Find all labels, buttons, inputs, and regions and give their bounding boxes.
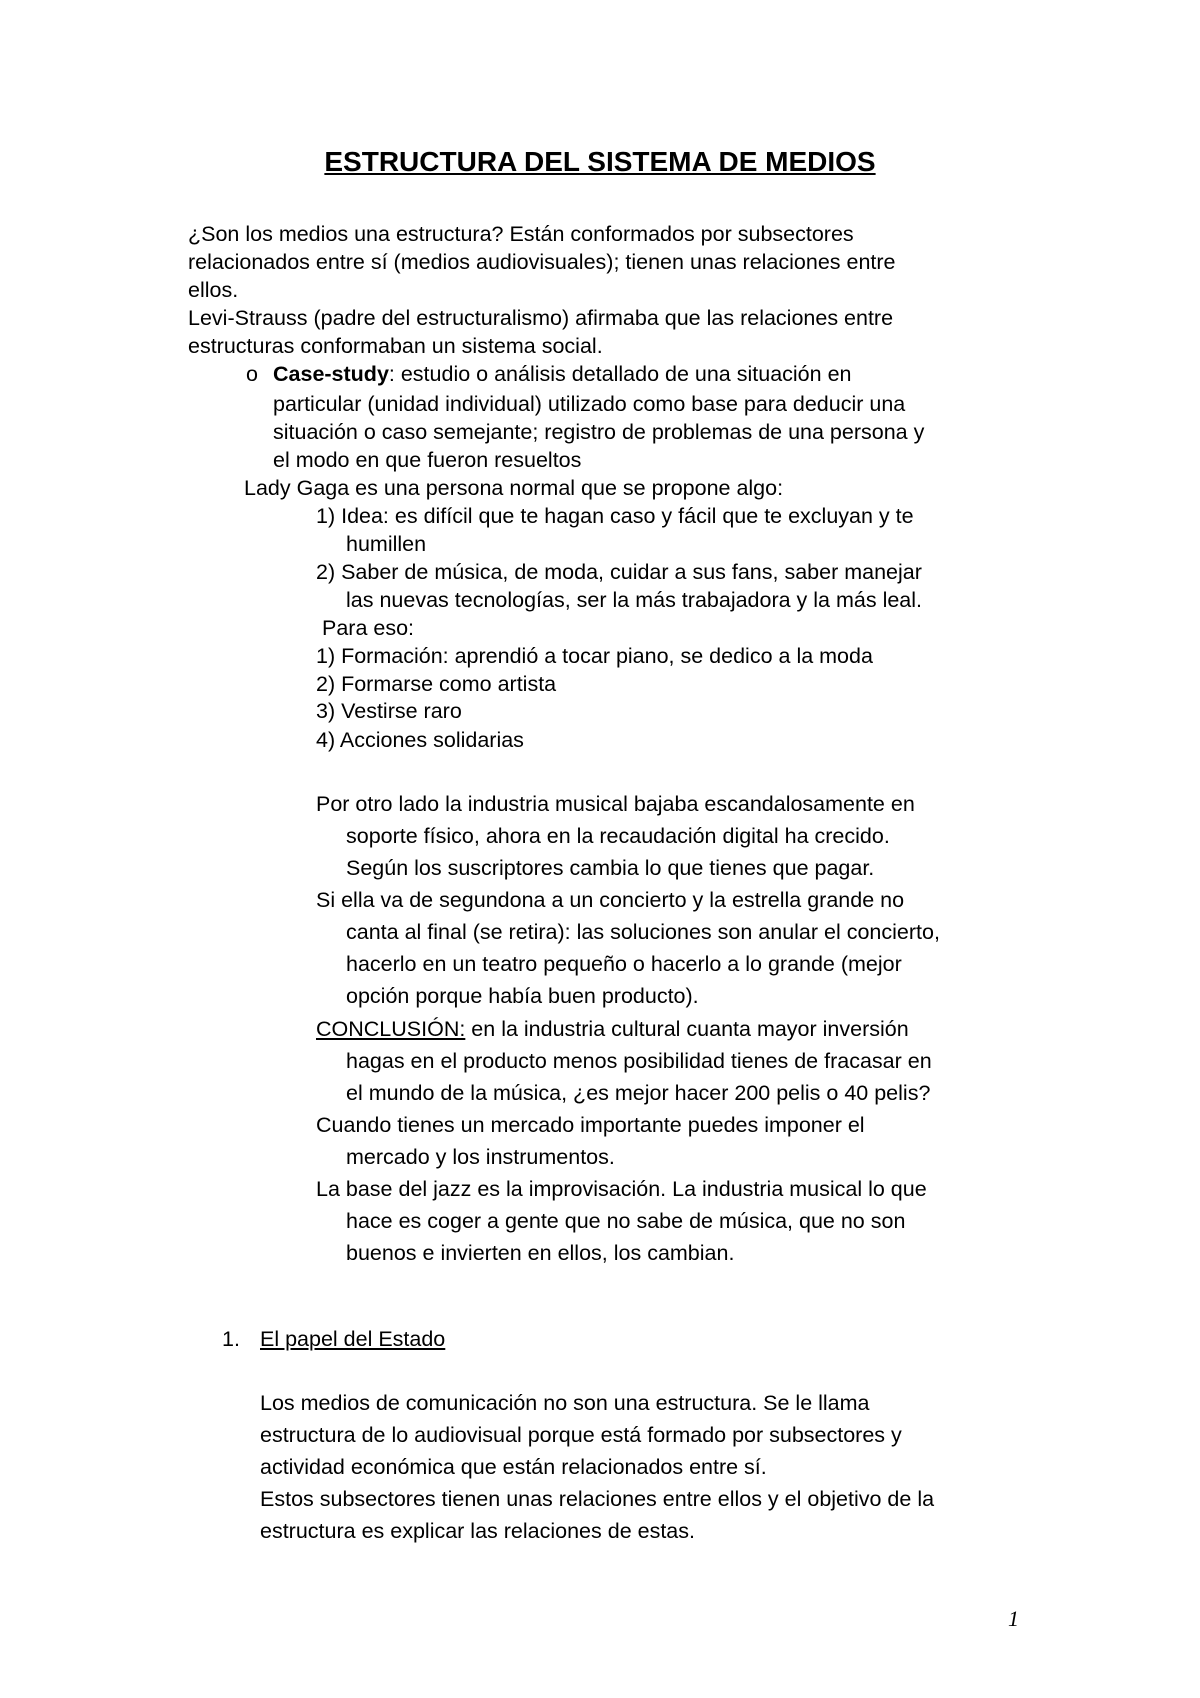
para-eso-label: Para eso: <box>322 616 415 640</box>
conclusion-line <box>316 1015 909 1043</box>
page-title: ESTRUCTURA DEL SISTEMA DE MEDIOS <box>324 146 876 177</box>
intro-line: relacionados entre sí (medios audiovisuales); tienen unas relaciones entre <box>188 250 896 274</box>
case-study-term: Case-study <box>273 362 389 386</box>
step-line: 2) Saber de música, de moda, cuidar a sus fans, saber manejar <box>316 560 922 584</box>
list-item: 1) Formación: aprendió a tocar piano, se dedico a la moda <box>316 644 873 668</box>
intro-line: ellos. <box>188 278 239 302</box>
paragraph-line: Si ella va de segundona a un concierto y la estrella grande no <box>316 888 905 912</box>
bullet-marker: o <box>246 362 258 386</box>
conclusion-line: hagas en el producto menos posibilidad tienes de fracasar en <box>346 1049 932 1073</box>
closing-line: hace es coger a gente que no sabe de música, que no son <box>346 1209 906 1233</box>
case-study-line <box>273 360 851 388</box>
page-number: 1 <box>1008 1606 1019 1631</box>
intro-line: Levi-Strauss (padre del estructuralismo) afirmaba que las relaciones entre <box>188 306 894 330</box>
case-study-line: situación o caso semejante; registro de problemas de una persona y <box>273 420 925 444</box>
paragraph-line: canta al final (se retira): las soluciones son anular el concierto, <box>346 920 940 944</box>
conclusion-line: el mundo de la música, ¿es mejor hacer 200 pelis o 40 pelis? <box>346 1081 931 1105</box>
step-line: las nuevas tecnologías, ser la más trabajadora y la más leal. <box>346 588 923 612</box>
intro-line: ¿Son los medios una estructura? Están conformados por subsectores <box>188 222 854 246</box>
paragraph-line: opción porque había buen producto). <box>346 984 699 1008</box>
step-line: humillen <box>346 532 427 556</box>
section-line: Los medios de comunicación no son una estructura. Se le llama <box>260 1391 870 1415</box>
paragraph-line: Según los suscriptores cambia lo que tienes que pagar. <box>346 856 875 880</box>
list-item: 4) Acciones solidarias <box>316 728 524 752</box>
case-study-line: particular (unidad individual) utilizado como base para deducir una <box>273 392 906 416</box>
closing-line: Cuando tienes un mercado importante puedes imponer el <box>316 1113 865 1137</box>
section-line: estructura es explicar las relaciones de estas. <box>260 1519 695 1543</box>
section-line: estructura de lo audiovisual porque está formado por subsectores y <box>260 1423 902 1447</box>
closing-line: mercado y los instrumentos. <box>346 1145 615 1169</box>
list-item: 3) Vestirse raro <box>316 699 462 723</box>
section-number: 1. <box>222 1327 240 1351</box>
paragraph-line: Por otro lado la industria musical bajaba escandalosamente en <box>316 792 915 816</box>
step-line: 1) Idea: es difícil que te hagan caso y fácil que te excluyan y te <box>316 504 914 528</box>
closing-line: buenos e invierten en ellos, los cambian. <box>346 1241 735 1265</box>
paragraph-line: hacerlo en un teatro pequeño o hacerlo a lo grande (mejor <box>346 952 902 976</box>
conclusion-label: CONCLUSIÓN: <box>316 1017 466 1041</box>
list-item: 2) Formarse como artista <box>316 672 557 696</box>
section-line: actividad económica que están relacionados entre sí. <box>260 1455 767 1479</box>
closing-line: La base del jazz es la improvisación. La industria musical lo que <box>316 1177 927 1201</box>
lady-gaga-intro: Lady Gaga es una persona normal que se propone algo: <box>244 476 784 500</box>
section-heading: El papel del Estado <box>260 1327 446 1351</box>
section-line: Estos subsectores tienen unas relaciones entre ellos y el objetivo de la <box>260 1487 935 1511</box>
intro-line: estructuras conformaban un sistema social. <box>188 334 603 358</box>
case-study-text: : estudio o análisis detallado de una situación en <box>388 362 852 386</box>
paragraph-line: soporte físico, ahora en la recaudación digital ha crecido. <box>346 824 890 848</box>
conclusion-text: en la industria cultural cuanta mayor inversión <box>465 1017 909 1041</box>
case-study-line: el modo en que fueron resueltos <box>273 448 582 472</box>
